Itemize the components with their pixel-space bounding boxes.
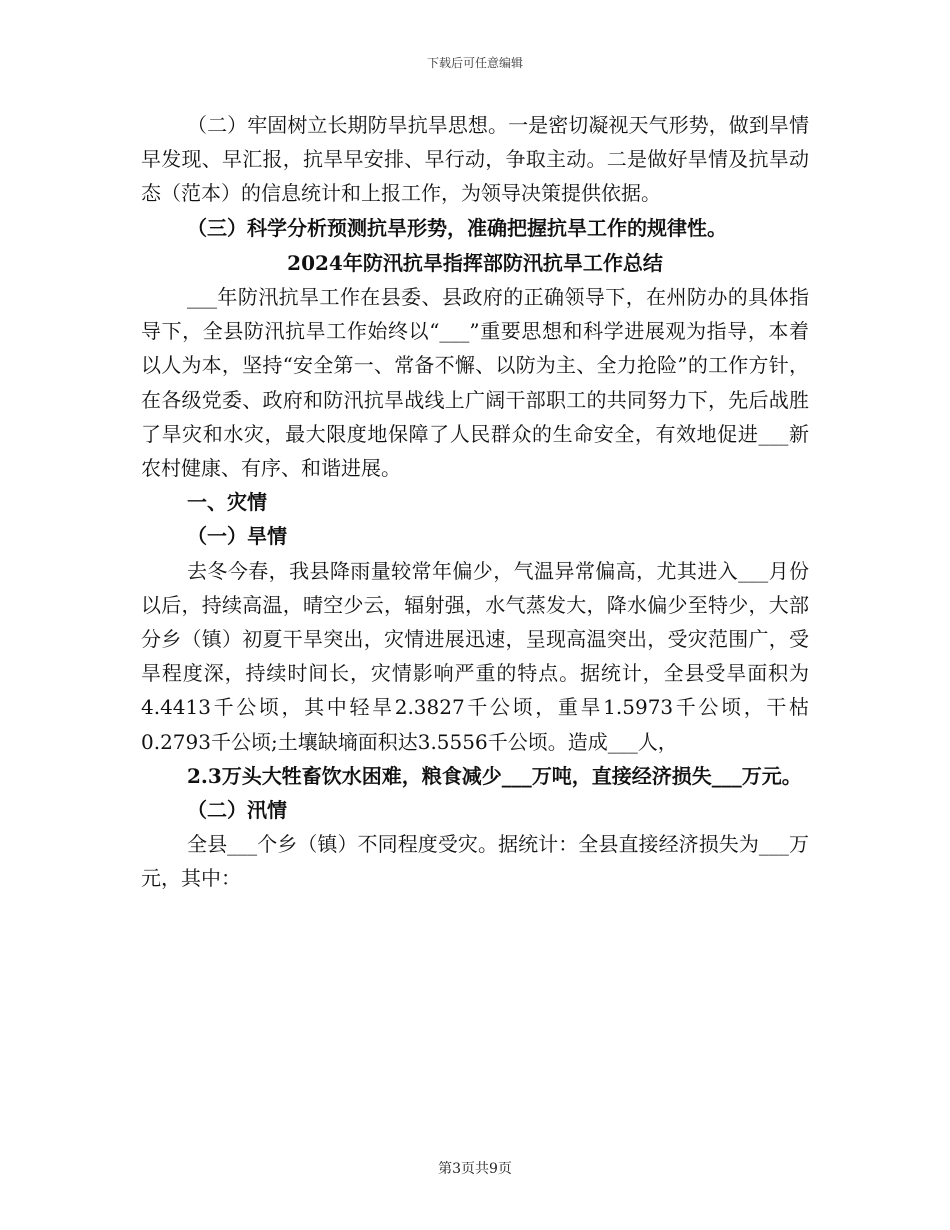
subheading-drought: （一）旱情: [187, 524, 287, 549]
page-number: 第3页共9页: [438, 1161, 512, 1177]
section-heading-disaster: 一、灾情: [187, 490, 267, 515]
paragraph-livestock-losses: 2.3万头大牲畜饮水困难，粮食减少___万吨，直接经济损失___万元。: [187, 763, 802, 788]
paragraph-flood-details: 全县___个乡（镇）不同程度受灾。据统计：全县直接经济损失为___万元，其中：: [141, 832, 809, 891]
paragraph-drought-details: 去冬今春，我县降雨量较常年偏少，气温异常偏高，尤其进入___月份以后，持续高温，晴空少云，辐射强，水气蒸发大，降水偏少至特少，大部分乡（镇）初夏干旱突出，灾情进展迅速，呈现高温突出，受灾范围广，受旱程度深，持续时间长，灾情影响严重的特点。据统计，全县受旱面积为4.4413千公顷，其中轻旱2.3827千公顷，重旱1.5973千公顷，干枯0.2793千公顷;土壤缺墒面积达3.5556千公顷。造成___人，: [141, 558, 809, 754]
page-header-note: 下载后可任意编辑: [426, 56, 523, 70]
paragraph-drought-thinking: （二）牢固树立长期防旱抗旱思想。一是密切凝视天气形势，做到旱情早发现、早汇报，抗旱早安排、早行动，争取主动。二是做好旱情及抗旱动态（范本）的信息统计和上报工作，为领导决策提供依据。: [141, 113, 809, 206]
document-title: 2024年防汛抗旱指挥部防汛抗旱工作总结: [287, 250, 663, 275]
subheading-flood: （二）汛情: [187, 798, 287, 823]
heading-analysis: （三）科学分析预测抗旱形势，准确把握抗旱工作的规律性。: [187, 215, 727, 240]
document-body: [141, 108, 809, 896]
paragraph-intro: ___年防汛抗旱工作在县委、县政府的正确领导下，在州防办的具体指导下，全县防汛抗旱工作始终以“___”重要思想和科学进展观为指导，本着以人为本，坚持“安全第一、常备不懈、以防为主、全力抢险”的工作方针，在各级党委、政府和防汛抗旱战线上广阔干部职工的共同努力下，先后战胜了旱灾和水灾，最大限度地保障了人民群众的生命安全，有效地促进___新农村健康、有序、和谐进展。: [141, 285, 809, 481]
